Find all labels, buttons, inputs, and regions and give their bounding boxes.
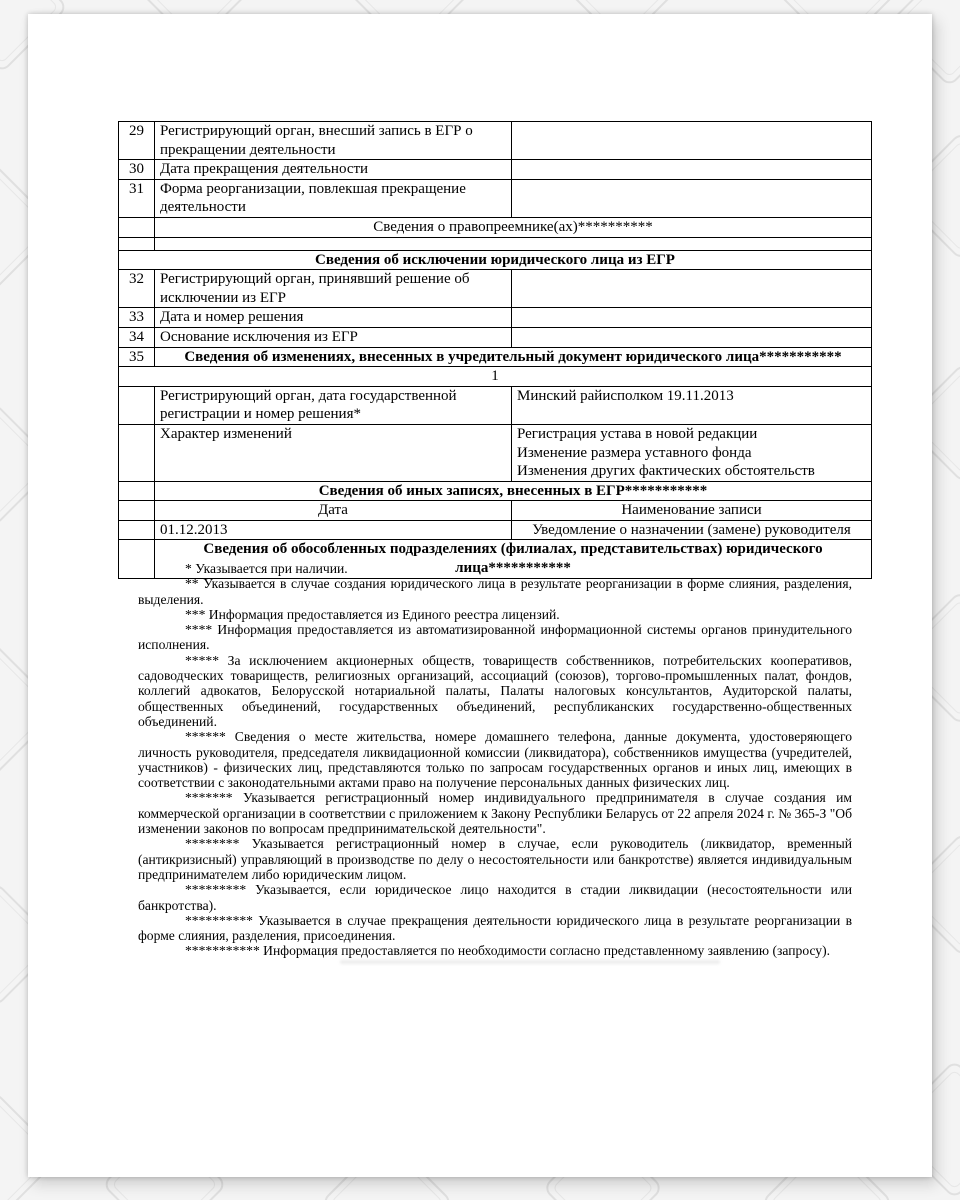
row-label: Характер изменений <box>155 424 512 481</box>
footnote: ** Указывается в случае создания юридического лица в результате реорганизации в форме слияния, разделения, выделения. <box>138 576 852 607</box>
row-value <box>512 122 872 160</box>
row-label: Регистрирующий орган, дата государственной регистрации и номер решения* <box>155 386 512 424</box>
row-value <box>512 179 872 217</box>
footnote: ***** За исключением акционерных обществ, товариществ собственников, потребительских кооперативов, садоводческих товариществ, религиозных организаций, ассоциаций (союзов), торгово-промышленных палат, фондов, коллегий адвокатов, Белорусской нотариальной палаты, Палаты налоговых консультантов, Аудиторской палаты, общественных объединений, государственных объединений, республиканских государственно-общественных объединений. <box>138 652 852 729</box>
row-number: 32 <box>119 270 155 308</box>
row-number: 34 <box>119 327 155 347</box>
table-row <box>119 386 872 424</box>
section-header-cell: Сведения о правопреемнике(ах)********** <box>155 217 872 237</box>
registration-details-table <box>118 121 872 579</box>
footnotes <box>138 561 852 959</box>
table-row <box>119 501 872 521</box>
empty-cell <box>155 237 872 250</box>
footnote: *********** Информация предоставляется по необходимости согласно представленному заявлению (запросу). <box>185 943 831 959</box>
table-row <box>119 481 872 501</box>
row-number: 31 <box>119 179 155 217</box>
row-number <box>119 424 155 481</box>
row-number: 30 <box>119 160 155 180</box>
footnote: **** Информация предоставляется из автоматизированной информационной системы органов принудительного исполнения. <box>138 622 852 653</box>
row-label: Основание исключения из ЕГР <box>155 327 512 347</box>
footnote: ******* Указывается регистрационный номер индивидуального предпринимателя в случае создания им коммерческой организации в соответствии с приложением к Закону Республики Беларусь от 22 апреля 2024 г. № 365-З "Об изменении законов по вопросам предпринимательской деятельности". <box>138 790 852 837</box>
row-number <box>119 520 155 540</box>
row-label: 01.12.2013 <box>155 520 512 540</box>
row-value <box>512 327 872 347</box>
footnote: ****** Сведения о месте жительства, номере домашнего телефона, данные документа, удостоверяющего личность руководителя, председателя ликвидационной комиссии (ликвидатора), собственников имущества (учредителей, участников) - физических лиц, представляются только по запросам государственных органов и иных лиц, имеющих в соответствии с законодательными актами право на получение персональных данных физических лиц. <box>138 729 852 791</box>
row-number <box>119 501 155 521</box>
row-number <box>119 237 155 250</box>
table-row <box>119 237 872 250</box>
row-label: Регистрирующий орган, принявший решение об исключении из ЕГР <box>155 270 512 308</box>
section-header-cell: Сведения об обособленных подразделениях (филиалах, представительствах) юридического лица*********** <box>155 540 872 578</box>
sub-number-cell: 1 <box>119 367 872 387</box>
row-number: 35 <box>119 347 155 367</box>
table-row <box>119 250 872 270</box>
table-row <box>119 308 872 328</box>
row-label: Дата прекращения деятельности <box>155 160 512 180</box>
footnote: *** Информация предоставляется из Единого реестра лицензий. <box>185 606 560 622</box>
section-header-cell: Сведения об иных записях, внесенных в ЕГР*********** <box>155 481 872 501</box>
column-header-date: Дата <box>155 501 512 521</box>
table-row <box>119 217 872 237</box>
table-row <box>119 179 872 217</box>
row-label: Форма реорганизации, повлекшая прекращение деятельности <box>155 179 512 217</box>
row-value <box>512 160 872 180</box>
row-number <box>119 481 155 501</box>
row-value <box>512 270 872 308</box>
footnote: ********** Указывается в случае прекращения деятельности юридического лица в результате реорганизации в форме слияния, разделения, присоединения. <box>138 912 852 944</box>
row-value: Уведомление о назначении (замене) руководителя <box>512 520 872 540</box>
value-line: Изменения других фактических обстоятельств <box>517 463 815 480</box>
row-number <box>119 386 155 424</box>
footnote: ********* Указывается, если юридическое лицо находится в стадии ликвидации (несостоятельности или банкротства). <box>138 882 852 913</box>
row-value <box>512 308 872 328</box>
section-header-cell: Сведения об исключении юридического лица из ЕГР <box>119 250 872 270</box>
row-label: Регистрирующий орган, внесший запись в ЕГР о прекращении деятельности <box>155 122 512 160</box>
row-label: Дата и номер решения <box>155 308 512 328</box>
column-header-record-name: Наименование записи <box>512 501 872 521</box>
table-row <box>119 270 872 308</box>
row-number: 33 <box>119 308 155 328</box>
footnote: * Указывается при наличии. <box>185 561 348 576</box>
footnote: ******** Указывается регистрационный номер в случае, если руководитель (ликвидатор, временный (антикризисный) управляющий в производстве по делу о несостоятельности или банкротстве) является индивидуальным предпринимателем либо юридическим лицом. <box>138 836 852 882</box>
table-row <box>119 367 872 387</box>
table-row <box>119 327 872 347</box>
section-header-cell: Сведения об изменениях, внесенных в учредительный документ юридического лица*********** <box>155 347 872 367</box>
table-row <box>119 160 872 180</box>
table-row <box>119 424 872 481</box>
table-row <box>119 122 872 160</box>
document-page <box>28 14 932 1177</box>
row-value <box>512 424 872 481</box>
table-row <box>119 520 872 540</box>
value-line: Регистрация устава в новой редакции <box>517 425 758 442</box>
faded-print-artifact <box>340 960 720 964</box>
row-value: Минский райисполком 19.11.2013 <box>512 386 872 424</box>
table-row <box>119 347 872 367</box>
value-line: Изменение размера уставного фонда <box>517 444 752 461</box>
row-number: 29 <box>119 122 155 160</box>
row-number <box>119 217 155 237</box>
